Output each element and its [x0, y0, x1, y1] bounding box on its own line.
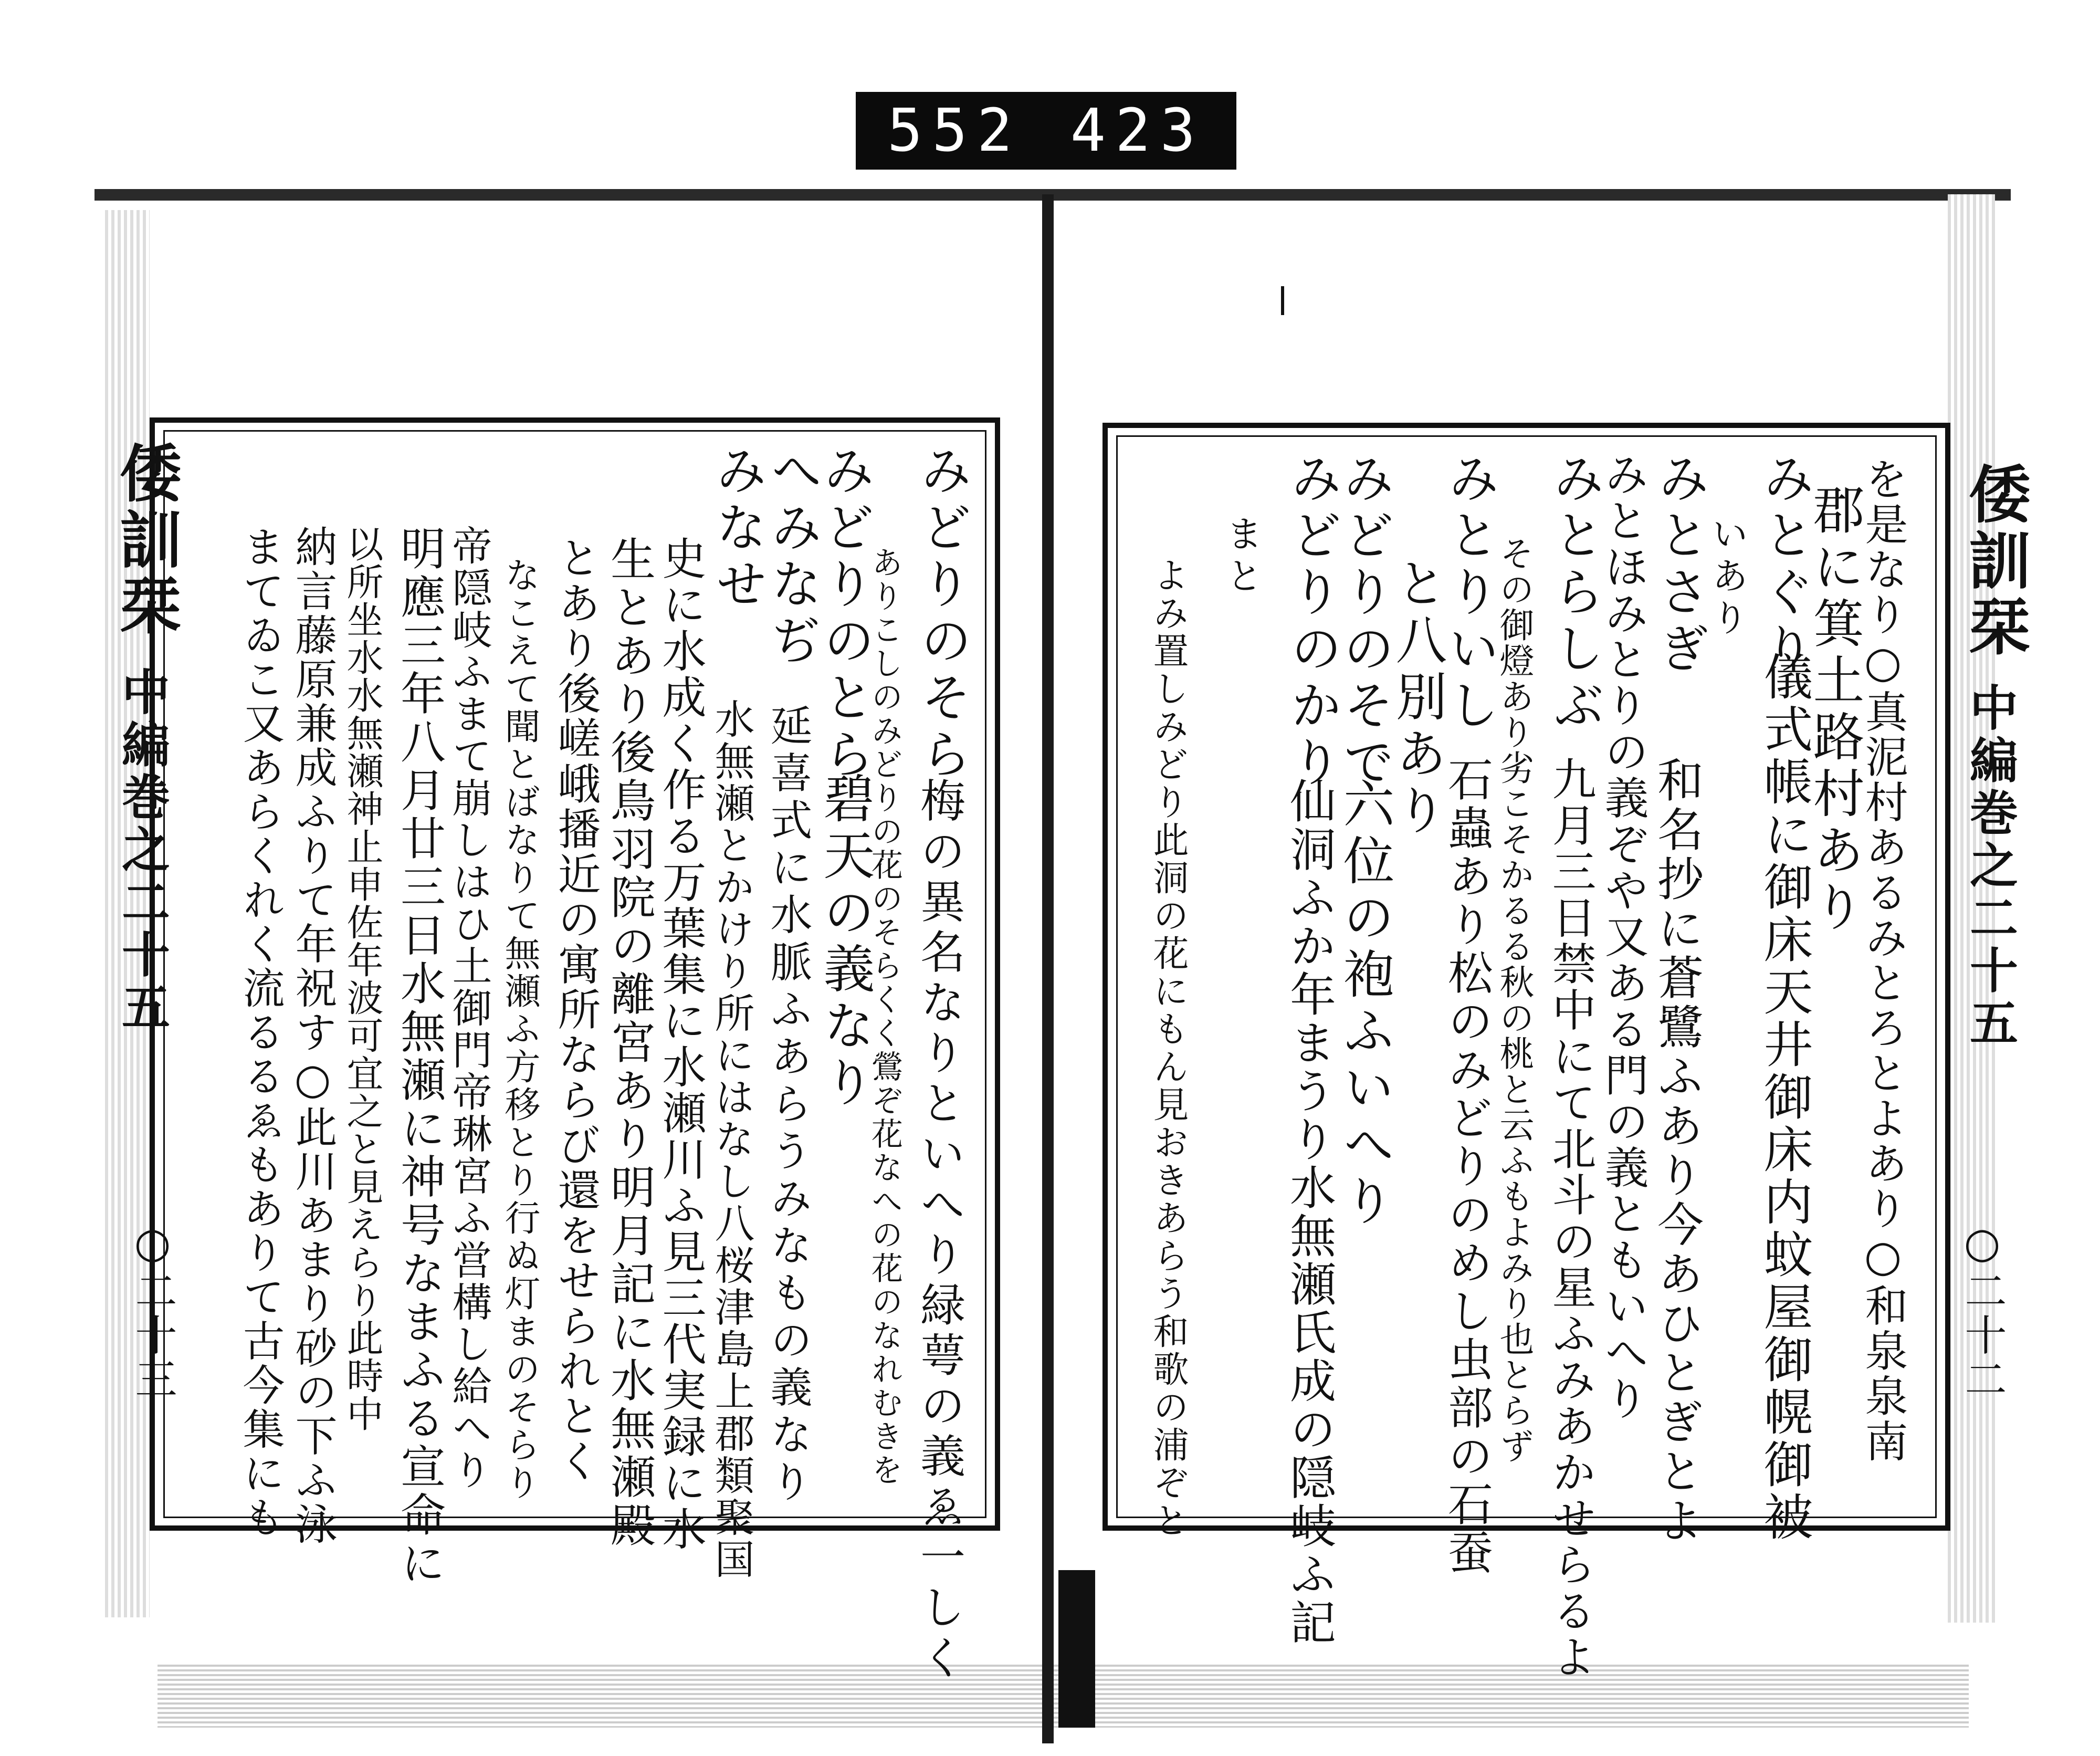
- left-col-1: みどりのそら: [912, 444, 972, 784]
- left-col-14: 帝隠岐ふまて崩しはひ土御門帝琳宮ふ営構し給へり: [446, 525, 492, 1491]
- left-col-8: みなせ: [707, 444, 767, 614]
- right-col-2: 郡に箕土路村あり: [1804, 483, 1864, 937]
- right-col-18: 仙洞ふか年まうり水無瀬氏成の隠岐ふ記: [1283, 777, 1337, 1647]
- left-col-17: 納言藤原兼成ふりて年祝す○此川あまり砂の下ふ泳: [288, 525, 337, 1546]
- right-col-11: その御燈あり劣こそかるる秋の桃と云ふもよみり也とらず: [1494, 536, 1534, 1464]
- right-col-8: みとほみとりの義ぞや又ある門の義ともいへり: [1598, 452, 1649, 1422]
- right-col-19: まと: [1220, 515, 1263, 599]
- call-number-plate: [856, 92, 1236, 170]
- right-col-4: 儀式帳に御床天井御床内蚊屋御幌御被: [1755, 651, 1812, 1544]
- right-col-16: 六位の袍ふいへり: [1335, 777, 1394, 1231]
- left-col-6: へみなぢ: [762, 444, 822, 671]
- spine-tab: [1058, 1570, 1095, 1728]
- left-col-2: 梅の異名なりといへり緑萼の義ゑ一しく: [912, 777, 965, 1685]
- right-col-10: 九月三日禁中にて北斗の星ふみあかせらるよ: [1545, 756, 1597, 1680]
- right-col-1: を是なり○真泥村あるみとろとよあり○和泉泉南: [1858, 457, 1908, 1464]
- right-col-9: みとらしぶ: [1545, 452, 1604, 735]
- right-col-15: みどりのそで: [1335, 452, 1394, 792]
- right-col-13: 石蟲あり松のみどりのめし虫部の石蚕: [1440, 756, 1493, 1577]
- right-col-17: みどりのかり: [1282, 452, 1342, 792]
- right-col-7: 和名抄に蒼鷺ふあり今あひとぎとよ: [1650, 756, 1704, 1546]
- left-col-4: みどりのとら: [815, 444, 875, 784]
- left-col-3: ありこしのみどりの花のそらくく鶯ぞ花なへの花のなれむきを: [866, 546, 903, 1487]
- left-col-10: 史に水成く作る万葉集に水瀬川ふ見三代実録に水: [655, 536, 707, 1552]
- left-col-15: 明應三年八月廿三日水無瀬に神号なまふる宣命に: [393, 525, 445, 1588]
- right-col-5: いあり: [1706, 515, 1749, 641]
- left-col-12: とあり後嵯峨播近の寓所ならび還をせられとく: [551, 536, 601, 1484]
- right-col-6: みとさぎ: [1650, 452, 1709, 678]
- right-col-20: よみ置しみどり此洞の花にもん見おきあらう和歌の浦ぞと: [1147, 557, 1189, 1540]
- left-folio: ○二十三: [128, 1218, 177, 1402]
- left-col-5: 碧天の義なり: [815, 772, 875, 1112]
- plate-right-number: 423: [1070, 97, 1205, 165]
- left-col-11: 生とあり後鳥羽院の離宮あり明月記に水無瀬殿: [603, 536, 655, 1550]
- right-col-14: と八別あり: [1387, 557, 1447, 840]
- book-spine: [1042, 194, 1054, 1743]
- left-col-16: 以所坐水水無瀬神止申佐年波可宜之と見えらり此時中: [341, 525, 384, 1433]
- left-running-head: 倭訓栞: [109, 441, 182, 640]
- left-volume-title: 中編巻之二十五: [114, 667, 171, 1034]
- left-col-18: まてゐこ又あらくれく流るるゑもありて古今集にも: [236, 525, 285, 1540]
- left-col-9: 水無瀬とかけり所にはなし八桜津島上郡類聚国: [708, 698, 755, 1581]
- right-col-3: みとぐり: [1755, 452, 1814, 678]
- right-col-12: みとりいし: [1440, 452, 1499, 735]
- left-col-7: 延喜式に水脈ふあらうみなもの義なり: [763, 704, 812, 1507]
- plate-left-number: 552: [887, 97, 1022, 165]
- right-volume-title: 中編巻之二十五: [1962, 683, 2019, 1050]
- fold-mark: [1281, 286, 1284, 315]
- right-running-head: 倭訓栞: [1958, 462, 2031, 661]
- left-col-13: なこえて聞とばなりて無瀬ふ方移とり行ぬ灯まのそらり: [499, 557, 540, 1502]
- right-folio: ○二十二: [1958, 1218, 2007, 1402]
